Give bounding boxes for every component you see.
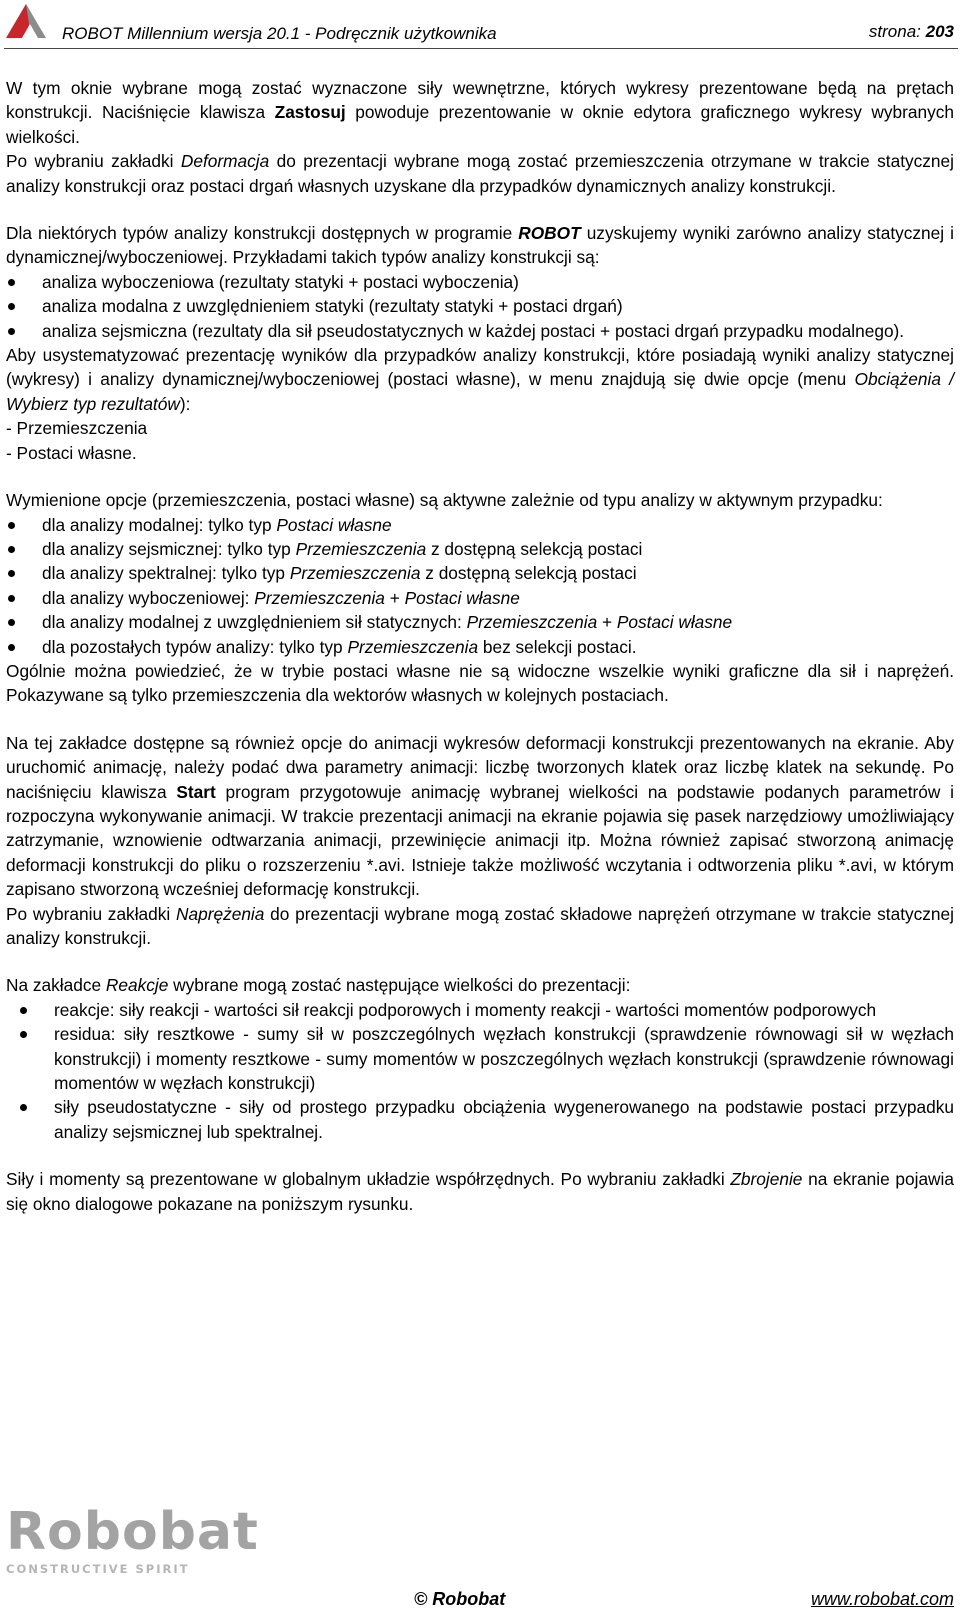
paragraph-forces [6, 76, 954, 149]
text: Po wybraniu zakładki [6, 903, 176, 924]
result-type: Przemieszczenia [254, 587, 385, 608]
text: dla analizy modalnej z uwzględnieniem sił statycznych: [42, 612, 467, 633]
text: program przygotowuje animację wybranej wielkości na podstawie podanych parametrów i rozpoczyna wykonywanie animacji. W trakcie prezentacji animacji na ekranie pojawia się pasek narzędziowy umożliwiający zatrzymanie, wznowienie odtwarzania animacji, przewinięcie animacji itp. Można również zapisać stworzoną animację deformacji konstrukcji do pliku o rozszerzeniu *.avi. Istnieje także możliwość wczytania i odtworzenia pliku *.avi, w którym zapisano stworzoną wcześniej deformację konstrukcji. [6, 781, 954, 900]
text: Na tej zakładce dostępne są również opcje do animacji wykresów deformacji konstrukcji prezentowanych na ekranie. Aby uruchomić animację, należy podać dwa parametry animacji: liczbę tworzonych klatek oraz liczbę klatek na sekundę. Po naciśnięciu klawisza [6, 732, 954, 802]
list-item: siły pseudostatyczne - siły od prostego przypadku obciążenia wygenerowanego na podstawie postaci przypadku analizy sejsmicznej lub spektralnej. [6, 1095, 954, 1144]
text: dla analizy spektralnej: tylko typ [42, 563, 290, 584]
footer-copyright: © Robobat [414, 1589, 506, 1609]
paragraph-deformacja [6, 149, 954, 198]
list-item: analiza sejsmiczna (rezultaty dla sił pseudostatycznych w każdej postaci + postaci drgań przypadku modalnego). [6, 319, 954, 343]
text: uzyskujemy wyniki zarówno analizy statycznej i dynamicznej/wyboczeniowej. Przykładami takich typów analizy konstrukcji są: [6, 223, 955, 268]
text: Po wybraniu zakładki [6, 151, 181, 172]
result-type: Przemieszczenia [289, 563, 421, 584]
list-item [6, 635, 954, 659]
program-name: ROBOT [518, 223, 581, 244]
text: do prezentacji wybrane mogą zostać przemieszczenia otrzymane w trakcie statycznej analizy konstrukcji oraz postaci drgań własnych uzyskane dla przypadków dynamicznych analizy konstrukcji. [6, 151, 954, 196]
list-item [6, 537, 954, 561]
list-item: analiza modalna z uwzględnieniem statyki (rezultaty statyki + postaci drgań) [6, 294, 954, 318]
footer-website-link[interactable]: www.robobat.com [810, 1589, 954, 1609]
result-type: Postaci własne [404, 587, 520, 608]
menu-path: Obciążenia / Wybierz typ rezultatów [6, 369, 955, 414]
button-name-zastosuj: Zastosuj [274, 102, 346, 123]
result-type: Przemieszczenia [347, 636, 479, 657]
robot-logo-icon [4, 0, 56, 44]
text: na ekranie pojawia się okno dialogowe pokazane na poniższym rysunku. [6, 1169, 954, 1214]
logo-tagline: CONSTRUCTIVE SPIRIT [6, 1562, 190, 1576]
dash-item: - Postaci własne. [6, 442, 137, 463]
button-name-start: Start [176, 781, 216, 802]
text: bez selekcji postaci. [478, 636, 637, 657]
tab-name-zbrojenie: Zbrojenie [730, 1169, 803, 1190]
text: Dla niektórych typów analizy konstrukcji dostępnych w programie [6, 223, 519, 244]
logo-wordmark: Robobat [6, 1502, 259, 1562]
paragraph-menu-options [6, 343, 954, 416]
text: wybrane mogą zostać następujące wielkości do prezentacji: [168, 975, 631, 996]
paragraph-modal-note: Ogólnie można powiedzieć, że w trybie postaci własne nie są widoczne wszelkie wyniki graficzne dla sił i naprężeń. Pokazywane są tylko przemieszczenia dla wektorów własnych w kolejnych postaciach. [6, 660, 954, 706]
text: + [597, 612, 617, 633]
text: Na zakładce [6, 975, 106, 996]
paragraph-zbrojenie [6, 1167, 954, 1216]
text: z dostępną selekcją postaci [426, 538, 643, 559]
reactions-list [6, 998, 954, 1144]
list-item [6, 561, 954, 585]
dash-item: - Przemieszczenia [6, 418, 148, 439]
tab-name-deformacja: Deformacja [180, 151, 270, 172]
active-options-list [6, 513, 954, 659]
text: dla analizy modalnej: tylko typ [42, 514, 277, 535]
result-type: Przemieszczenia [466, 612, 598, 633]
text: dla pozostałych typów analizy: tylko typ [42, 636, 348, 657]
text: powoduje prezentowanie w oknie edytora graficznego wykresy wybranych wielkości. [6, 102, 954, 147]
header-divider [4, 48, 958, 49]
tab-name-reakcje: Reakcje [105, 975, 169, 996]
robobat-logo [6, 1504, 259, 1576]
text: Siły i momenty są prezentowane w globalnym układzie współrzędnych. Po wybraniu zakładki [6, 1169, 731, 1190]
page-label: strona: [868, 22, 921, 41]
list-item [6, 610, 954, 634]
document-body [6, 76, 954, 1216]
result-type: Postaci własne [276, 514, 392, 535]
text: + [384, 587, 405, 608]
paragraph-active-options: Wymienione opcje (przemieszczenia, postaci własne) są aktywne zależnie od typu analizy w aktywnym przypadku: [6, 490, 883, 511]
header-page-number [869, 22, 954, 42]
text: dla analizy sejsmicznej: tylko typ [42, 538, 296, 559]
list-item: analiza wyboczeniowa (rezultaty statyki + postaci wyboczenia) [6, 270, 954, 294]
text: z dostępną selekcją postaci [420, 563, 637, 584]
result-type: Postaci własne [616, 612, 733, 633]
list-item: residua: siły resztkowe - sumy sił w poszczególnych węzłach konstrukcji (sprawdzenie równowagi sił w węzłach konstrukcji) i momenty resztkowe - sumy momentów w poszczególnych węzłach konstrukcji (sprawdzenie równowagi momentów w węzłach konstrukcji) [6, 1022, 954, 1095]
text: ): [179, 393, 191, 414]
paragraph-reakcje [6, 973, 954, 997]
header-title: ROBOT Millennium wersja 20.1 - Podręcznik użytkownika [62, 24, 497, 43]
list-item [6, 586, 954, 610]
page-header [0, 0, 960, 52]
text: Aby usystematyzować prezentację wyników dla przypadków analizy konstrukcji, które posiadają wyniki analizy statycznej (wykresy) i analizy dynamicznej/wyboczeniowej (postaci własne), w menu znajdują się dwie opcje (menu [6, 345, 954, 390]
tab-name-naprezenia: Naprężenia [176, 903, 265, 924]
page-footer [0, 1500, 960, 1615]
text: W tym oknie wybrane mogą zostać wyznaczone siły wewnętrzne, których wykresy prezentowane będą na prętach konstrukcji. Naciśnięcie klawisza [6, 78, 954, 123]
page-number: 203 [925, 22, 954, 41]
result-type: Przemieszczenia [295, 538, 427, 559]
paragraph-animation [6, 731, 954, 902]
text: do prezentacji wybrane mogą zostać składowe naprężeń otrzymane w trakcie statycznej analizy konstrukcji. [6, 903, 954, 948]
analysis-types-list [6, 270, 954, 343]
list-item [6, 513, 954, 537]
list-item: reakcje: siły reakcji - wartości sił reakcji podporowych i momenty reakcji - wartości momentów podporowych [6, 998, 954, 1022]
text: dla analizy wyboczeniowej: [42, 587, 255, 608]
paragraph-naprezenia [6, 902, 954, 951]
paragraph-analysis-types [6, 221, 954, 270]
